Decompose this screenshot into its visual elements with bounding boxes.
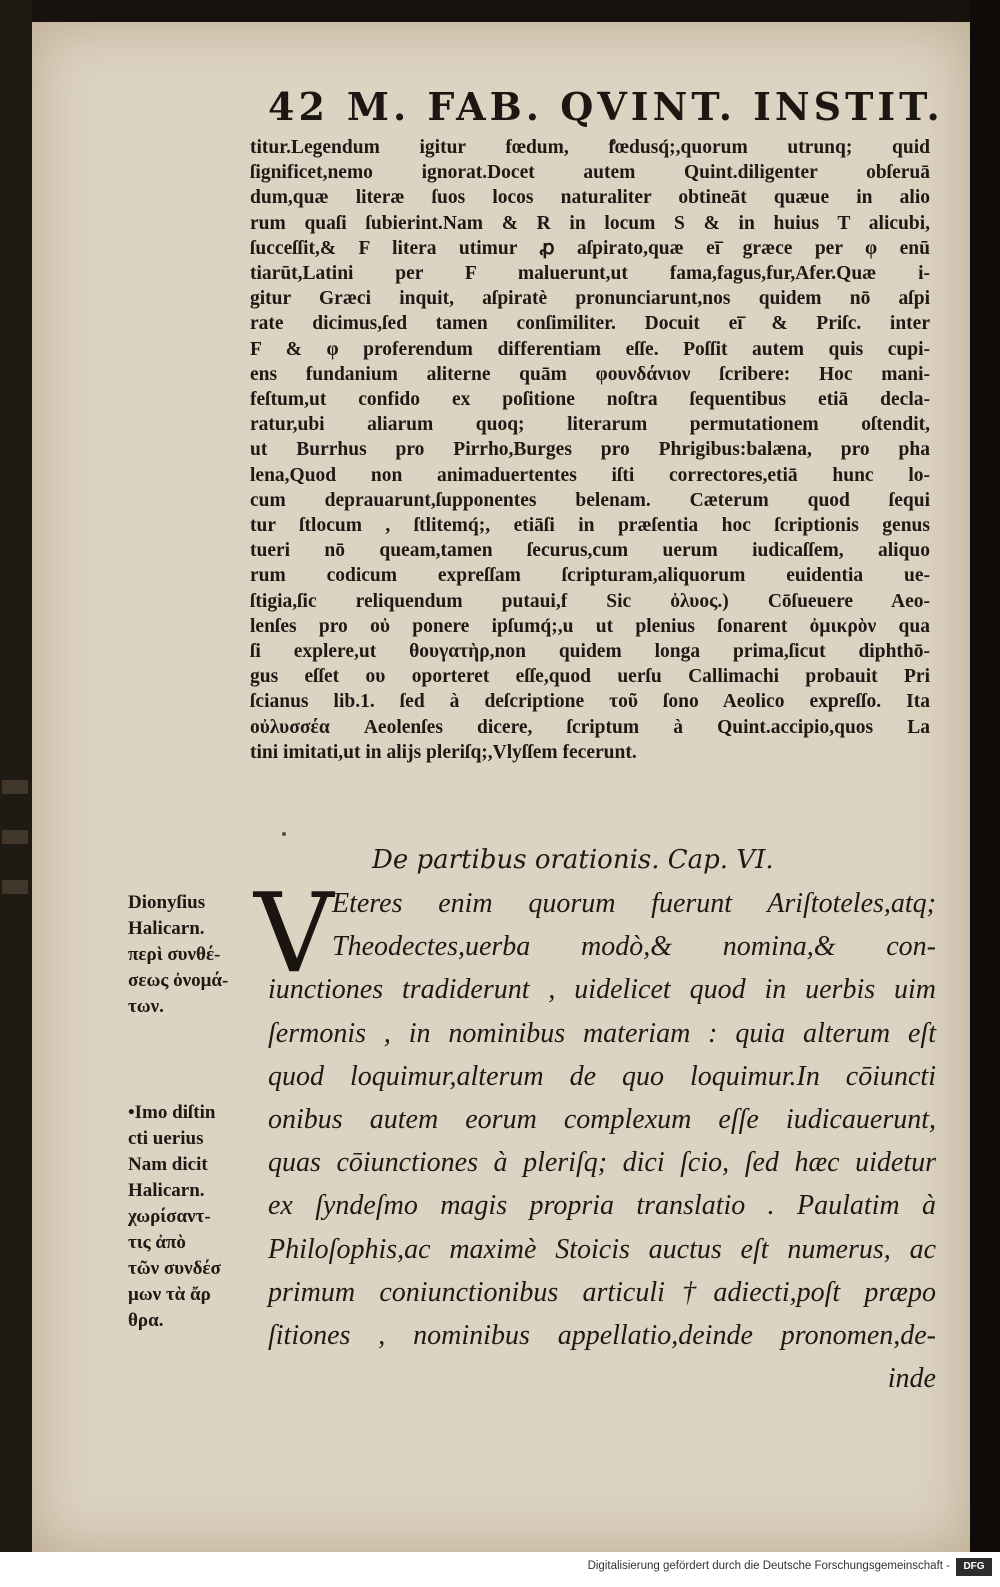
italic-line: ex ſyndeſmo magis propria translatio . Paulatim à [268, 1190, 936, 1222]
text-line: ut Burrhus pro Pirrho,Burges pro Phrigibus:balæna, pro pha [250, 439, 930, 461]
paper-speck [282, 832, 286, 836]
text-line: tiarūt,Latini per F maluerunt,ut fama,fagus,fur,Afer.Quæ i- [250, 263, 930, 285]
italic-line: quas cōiunctiones à pleriſq; dici ſcio, ſed hæc uidetur [268, 1147, 936, 1179]
text-line: tueri nō queam,tamen ſecurus,cum uerum iudicaſſem, aliquo [250, 540, 930, 562]
margin-note-dionysius [128, 890, 260, 1020]
margin-line: των. [128, 996, 164, 1017]
text-line: οὐλυσσέα Aeolenſes dicere, ſcriptum à Quint.accipio,quos La [250, 716, 930, 738]
margin-line: χωρίσαντ- [128, 1206, 211, 1227]
text-line: rate dicimus,ſed tamen conſimiliter. Docuit eī̄ & Priſc. inter [250, 313, 930, 335]
text-line: tini imitati,ut in alijs pleriſq;,Vlyſſem fecerunt. [250, 741, 637, 763]
adjacent-page-fragment [2, 830, 28, 844]
margin-line: cti uerius [128, 1128, 204, 1149]
margin-note-imo [128, 1100, 260, 1334]
margin-line: τῶν συνδέσ [128, 1258, 221, 1279]
italic-line: inde [887, 1363, 936, 1395]
italic-line: onibus autem eorum complexum eſſe iudicauerunt, [268, 1104, 936, 1136]
adjacent-page-fragment [2, 780, 28, 794]
margin-line: περὶ συνθέ- [128, 944, 221, 965]
italic-line: ſermonis , in nominibus materiam : quia alterum eſt [268, 1017, 936, 1049]
margin-line: Nam dicit [128, 1154, 208, 1175]
text-line: titur.Legendum igitur fœdum, fœdusq́;,quorum utrunq; quid [250, 137, 930, 158]
footer-bar [0, 1552, 1000, 1587]
text-line: ſucceſſit,& F litera utimur ꝓ aſpirato,quæ eī̄ græce per φ enū [250, 237, 930, 259]
text-line: lena,Quod non animaduertentes iſti correctores,etiā hunc lo- [250, 464, 930, 486]
page-number: 42 [268, 84, 329, 129]
text-line: cum deprauarunt,ſupponentes belenam. Cæterum quod ſequi [250, 489, 930, 511]
margin-line: θρα. [128, 1310, 164, 1331]
text-line: feſtum,ut confido ex poſitione noſtra ſequentibus etiā decla- [250, 389, 930, 411]
margin-line: Halicarn. [128, 918, 205, 939]
text-line: dum,quæ literæ ſuos locos naturaliter obtineāt quæue in alio [250, 187, 930, 209]
text-line: gitur Græci inquit, aſpiratè pronunciarunt,nos quidem nō aſpi [250, 288, 930, 310]
margin-line: σεως ὀνομά- [128, 970, 229, 991]
text-line: ſtigia,ſic reliquendum putaui,f Sic ὀλυος.) Cōſueuere Aeo- [250, 590, 930, 612]
dfg-logo: DFG [956, 1558, 992, 1576]
text-line: rum quaſi ſubierint.Nam & R in locum S & in huius T alicubi, [250, 212, 930, 234]
margin-line: Dionyſius [128, 892, 206, 913]
running-head [268, 84, 944, 129]
text-line: lenſes pro οὐ ponere ipſumq́;,u ut plenius ſonarent ὀμικρὸν qua [250, 615, 930, 637]
italic-line: iunctiones tradiderunt , uidelicet quod in uerbis uim [268, 974, 936, 1006]
text-line: ratur,ubi aliarum quoq; literarum permutationem oſtendit, [250, 414, 930, 436]
italic-line: ſitiones , nominibus appellatio,deinde pronomen,de- [268, 1320, 936, 1352]
italic-line: primum coniunctionibus articuli†adiecti,poſt præpo [268, 1276, 936, 1308]
text-line: F & φ proferendum differentiam eſſe. Poſſit autem quis cupi- [250, 338, 930, 360]
italic-line: Eteres enim quorum fuerunt Ariſtoteles,atq; [332, 888, 936, 919]
text-line: gus eſſet ου oporteret eſſe,quod uerſu Callimachi probauit Pri [250, 666, 930, 688]
text-line: tur ſtlocum , ſtlitemq́;, etiāſi in præſentia hoc ſcriptionis genus [250, 515, 930, 537]
right-book-edge [970, 0, 1000, 1552]
drop-cap: V [254, 869, 334, 997]
text-line: ens fundanium aliterne quām φουνδάνιον ſcribere: Hoc mani- [250, 363, 930, 385]
text-line: ſignificet,nemo ignorat.Docet autem Quint.diligenter obſeruā [250, 162, 930, 184]
text-line: ſi explere,ut θουγατὴρ,non quidem longa prima,ſicut diphthō- [250, 641, 930, 663]
running-title: M. FAB. QVINT. INSTIT. [346, 84, 944, 129]
text-line: ſcianus lib.1. ſed à deſcriptione τοῦ ſono Aeolico expreſſo. Ita [250, 691, 930, 713]
italic-line: quod loquimur,alterum de quo loquimur.In cōiuncti [268, 1060, 936, 1092]
funding-credit: Digitalisierung gefördert durch die Deutsche Forschungsgemeinschaft - [587, 1560, 950, 1572]
margin-line: μων τὰ ἄρ [128, 1284, 211, 1305]
italic-text-block [268, 882, 936, 1400]
margin-line: τις ἀπὸ [128, 1232, 186, 1253]
main-text-block [250, 135, 930, 765]
italic-line: Theodectes,uerba modò,& nomina,& con- [332, 931, 936, 963]
text-line: rum codicum expreſſam ſcripturam,aliquorum euidentia ue- [250, 565, 930, 587]
italic-line: Philoſophis,ac maximè Stoicis auctus eſt numerus, ac [268, 1233, 936, 1265]
adjacent-page-fragment [2, 880, 28, 894]
section-heading: De partibus orationis. Cap. VI. [372, 845, 774, 875]
margin-line: •Imo diſtin [128, 1102, 216, 1123]
left-book-edge [0, 0, 32, 1552]
margin-line: Halicarn. [128, 1180, 205, 1201]
